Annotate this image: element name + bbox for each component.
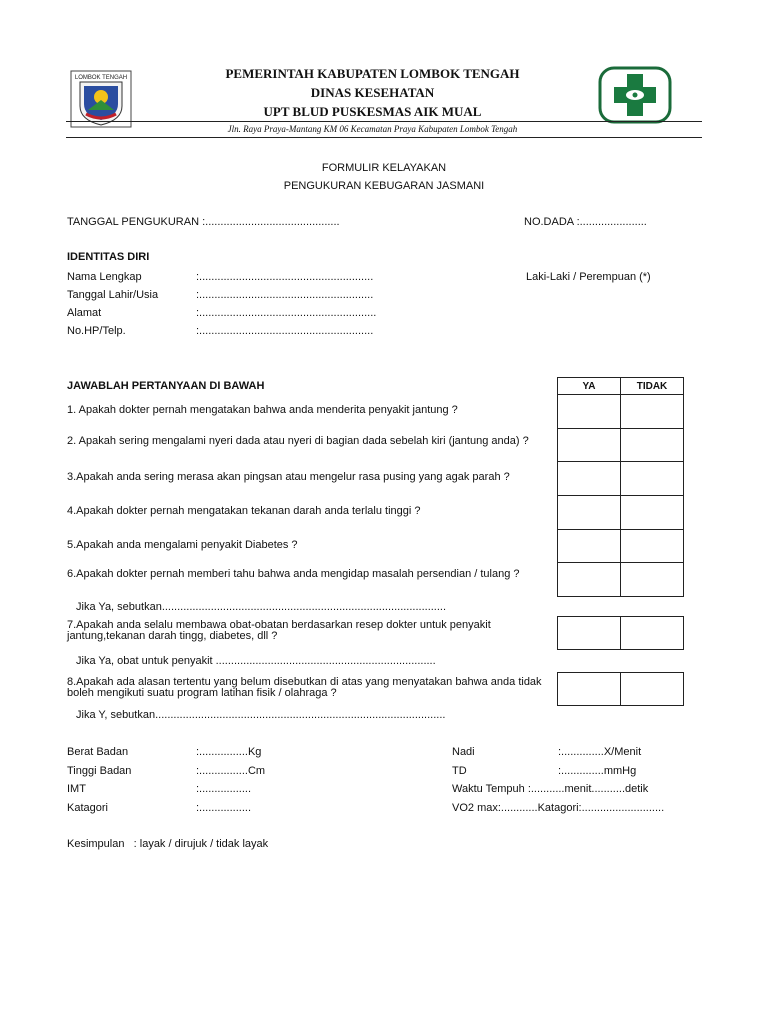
questions-heading: JAWABLAH PERTANYAAN DI BAWAH [67, 380, 265, 392]
nadi-label: Nadi [452, 746, 475, 758]
col-ya: YA [558, 378, 621, 395]
nama-label: Nama Lengkap [67, 271, 142, 283]
form-title-line-1: FORMULIR KELAYAKAN [321, 162, 447, 174]
q1-tidak-box[interactable] [621, 395, 684, 429]
header-line-3: UPT BLUD PUSKESMAS AIK MUAL [263, 104, 482, 119]
q4-ya-box[interactable] [558, 496, 621, 530]
question-1: 1. Apakah dokter pernah mengatakan bahwa anda menderita penyakit jantung ? [67, 404, 458, 416]
q5-ya-box[interactable] [558, 530, 621, 563]
answer-table-q7 [557, 616, 684, 650]
tanggal-lahir-field[interactable]: :......................................................... [196, 289, 374, 301]
q3-tidak-box[interactable] [621, 462, 684, 496]
question-2: 2. Apakah sering mengalami nyeri dada atau nyeri di bagian dada sebelah kiri (jantung anda) ? [67, 435, 529, 447]
q6-ya-box[interactable] [558, 563, 621, 597]
waktu-tempuh-field[interactable]: Waktu Tempuh :...........menit...........detik [452, 783, 649, 795]
q3-ya-box[interactable] [558, 462, 621, 496]
logo-left-text: LOMBOK TENGAH [74, 75, 128, 81]
answer-table-q8 [557, 672, 684, 706]
katagori-label: Katagori [67, 802, 108, 814]
q2-ya-box[interactable] [558, 429, 621, 462]
nadi-field[interactable]: :..............X/Menit [558, 746, 642, 758]
question-6-followup[interactable]: Jika Ya, sebutkan............................................................................................. [76, 601, 447, 613]
question-7-followup[interactable]: Jika Ya, obat untuk penyakit ........................................................................ [76, 655, 436, 667]
q4-tidak-box[interactable] [621, 496, 684, 530]
form-title-line-2: PENGUKURAN KEBUGARAN JASMANI [283, 180, 485, 192]
answer-table [557, 377, 684, 597]
berat-badan-label: Berat Badan [67, 746, 129, 758]
question-8: 8.Apakah ada alasan tertentu yang belum disebutkan di atas yang menyatakan bahwa anda tidak boleh mengikuti suatu program latihan fisik / olahraga ? [67, 676, 542, 699]
question-4: 4.Apakah dokter pernah mengatakan tekanan darah anda terlalu tinggi ? [67, 505, 421, 517]
tinggi-badan-field[interactable]: :................Cm [196, 765, 266, 777]
nama-field[interactable]: :......................................................... [196, 271, 374, 283]
q8-ya-box[interactable] [558, 673, 621, 706]
col-tidak: TIDAK [621, 378, 684, 395]
no-hp-field[interactable]: :......................................................... [196, 325, 374, 337]
q1-ya-box[interactable] [558, 395, 621, 429]
q2-tidak-box[interactable] [621, 429, 684, 462]
lombok-tengah-logo [70, 70, 132, 128]
question-6: 6.Apakah dokter pernah memberi tahu bahwa anda mengidap masalah persendian / tulang ? [67, 568, 520, 580]
tinggi-badan-label: Tinggi Badan [67, 765, 132, 777]
q6-tidak-box[interactable] [621, 563, 684, 597]
td-field[interactable]: :..............mmHg [558, 765, 637, 777]
q5-tidak-box[interactable] [621, 530, 684, 563]
alamat-field[interactable]: :.......................................................... [196, 307, 377, 319]
question-7: 7.Apakah anda selalu membawa obat-obatan berdasarkan resep dokter untuk penyakit jantung,tekanan darah tingg, diabetes, dll ? [67, 619, 491, 642]
imt-label: IMT [67, 783, 86, 795]
kesimpulan-field[interactable]: Kesimpulan : layak / dirujuk / tidak layak [67, 838, 269, 850]
question-5: 5.Apakah anda mengalami penyakit Diabetes ? [67, 539, 298, 551]
katagori-field[interactable]: :................. [196, 802, 252, 814]
q8-tidak-box[interactable] [621, 673, 684, 706]
identitas-heading: IDENTITAS DIRI [67, 251, 150, 263]
q7-tidak-box[interactable] [621, 617, 684, 650]
header-line-2: DINAS KESEHATAN [310, 85, 435, 100]
q7-ya-box[interactable] [558, 617, 621, 650]
tanggal-pengukuran-field[interactable]: TANGGAL PENGUKURAN :............................................ [67, 216, 340, 228]
berat-badan-field[interactable]: :................Kg [196, 746, 262, 758]
no-dada-field[interactable]: NO.DADA :...................... [524, 216, 647, 228]
td-label: TD [452, 765, 467, 777]
tanggal-lahir-label: Tanggal Lahir/Usia [67, 289, 159, 301]
gender-field[interactable]: Laki-Laki / Perempuan (*) [526, 271, 651, 283]
header-rule [66, 121, 702, 122]
puskesmas-logo [588, 66, 682, 124]
question-3: 3.Apakah anda sering merasa akan pingsan atau mengelur rasa pusing yang agak parah ? [67, 471, 510, 483]
question-8-followup[interactable]: Jika Y, sebutkan............................................................................................... [76, 709, 446, 721]
header-rule-bottom [66, 137, 702, 138]
header-line-1: PEMERINTAH KABUPATEN LOMBOK TENGAH [225, 66, 520, 81]
alamat-label: Alamat [67, 307, 102, 319]
header-address: Jln. Raya Praya-Mantang KM 06 Kecamatan Praya Kabupaten Lombok Tengah [227, 124, 518, 134]
imt-field[interactable]: :................. [196, 783, 252, 795]
vo2max-field[interactable]: VO2 max:............Katagori:........................... [452, 802, 665, 814]
no-hp-label: No.HP/Telp. [67, 325, 126, 337]
